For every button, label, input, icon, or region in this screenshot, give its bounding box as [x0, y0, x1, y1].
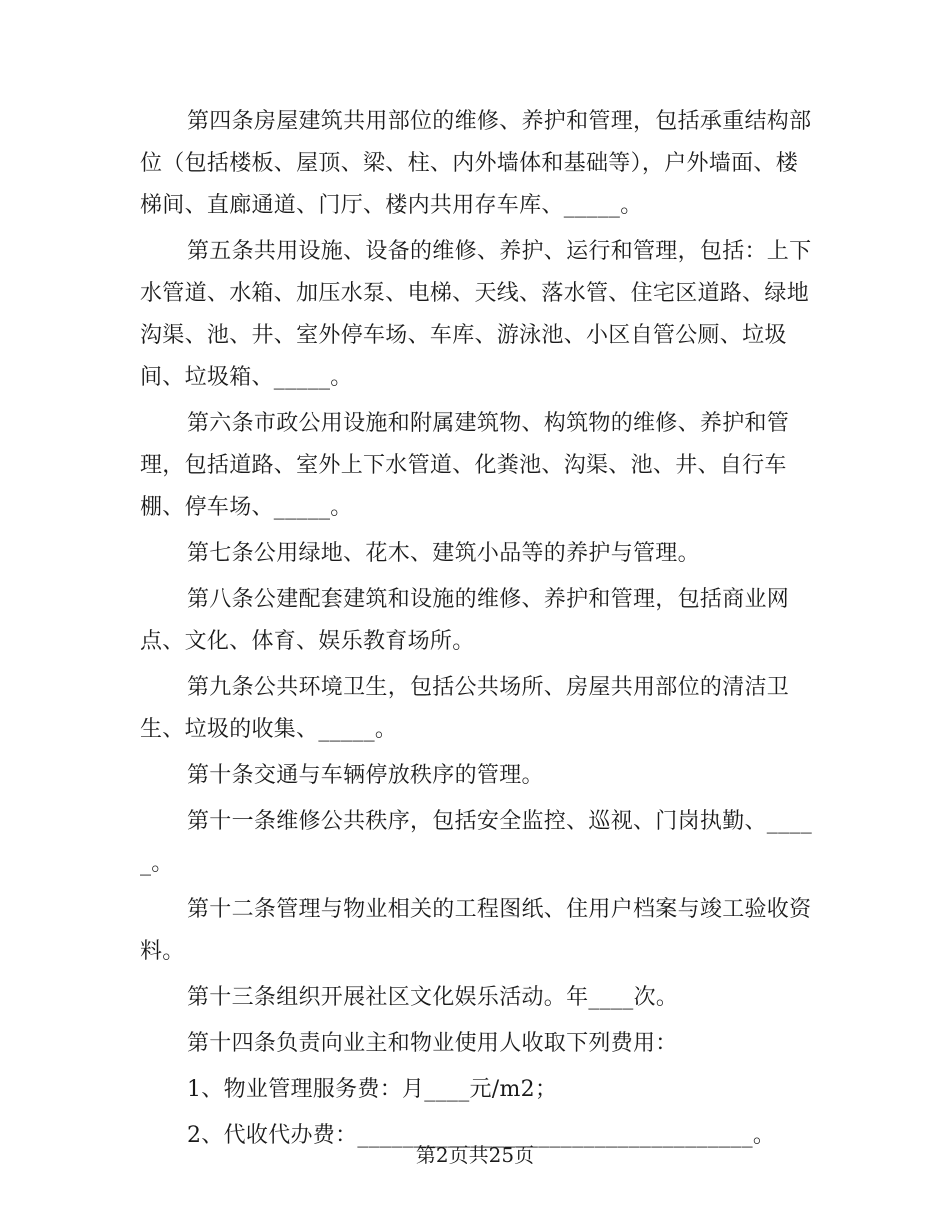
article-4-paragraph: 第四条房屋建筑共用部位的维修、养护和管理，包括承重结构部位（包括楼板、屋顶、梁、柱、内外墙体和基础等），户外墙面、楼梯间、直廊通道、门厅、楼内共用存车库、_____。 — [140, 109, 812, 218]
article-9-paragraph: 第九条公共环境卫生，包括公共场所、房屋共用部位的清洁卫生、垃圾的收集、_____。 — [140, 675, 790, 742]
page-number-footer: 第2页共25页 — [415, 1143, 535, 1167]
article-12-paragraph: 第十二条管理与物业相关的工程图纸、住用户档案与竣工验收资料。 — [140, 897, 812, 964]
article-11-paragraph: 第十一条维修公共秩序，包括安全监控、巡视、门岗执勤、_____。 — [140, 809, 813, 876]
article-10-paragraph: 第十条交通与车辆停放秩序的管理。 — [187, 763, 544, 788]
article-8-paragraph: 第八条公建配套建筑和设施的维修、养护和管理，包括商业网点、文化、体育、娱乐教育场所。 — [140, 587, 790, 654]
article-14-paragraph: 第十四条负责向业主和物业使用人收取下列费用： — [187, 1031, 678, 1056]
fee-item-2: 2、代收代办费：___________________________________。 — [187, 1123, 776, 1148]
document-body — [140, 101, 820, 1161]
article-7-paragraph: 第七条公用绿地、花木、建筑小品等的养护与管理。 — [187, 541, 700, 566]
article-5-paragraph: 第五条共用设施、设备的维修、养护、运行和管理，包括：上下水管道、水箱、加压水泵、电梯、天线、落水管、住宅区道路、绿地沟渠、池、井、室外停车场、车库、游泳池、小区自管公厕、垃圾间、垃圾箱、_____。 — [140, 239, 812, 390]
fee-item-1: 1、物业管理服务费：月____元/m2； — [187, 1077, 558, 1102]
article-6-paragraph: 第六条市政公用设施和附属建筑物、构筑物的维修、养护和管理，包括道路、室外上下水管道、化粪池、沟渠、池、井、自行车棚、停车场、_____。 — [140, 411, 790, 520]
article-13-paragraph: 第十三条组织开展社区文化娱乐活动。年____次。 — [187, 985, 679, 1010]
